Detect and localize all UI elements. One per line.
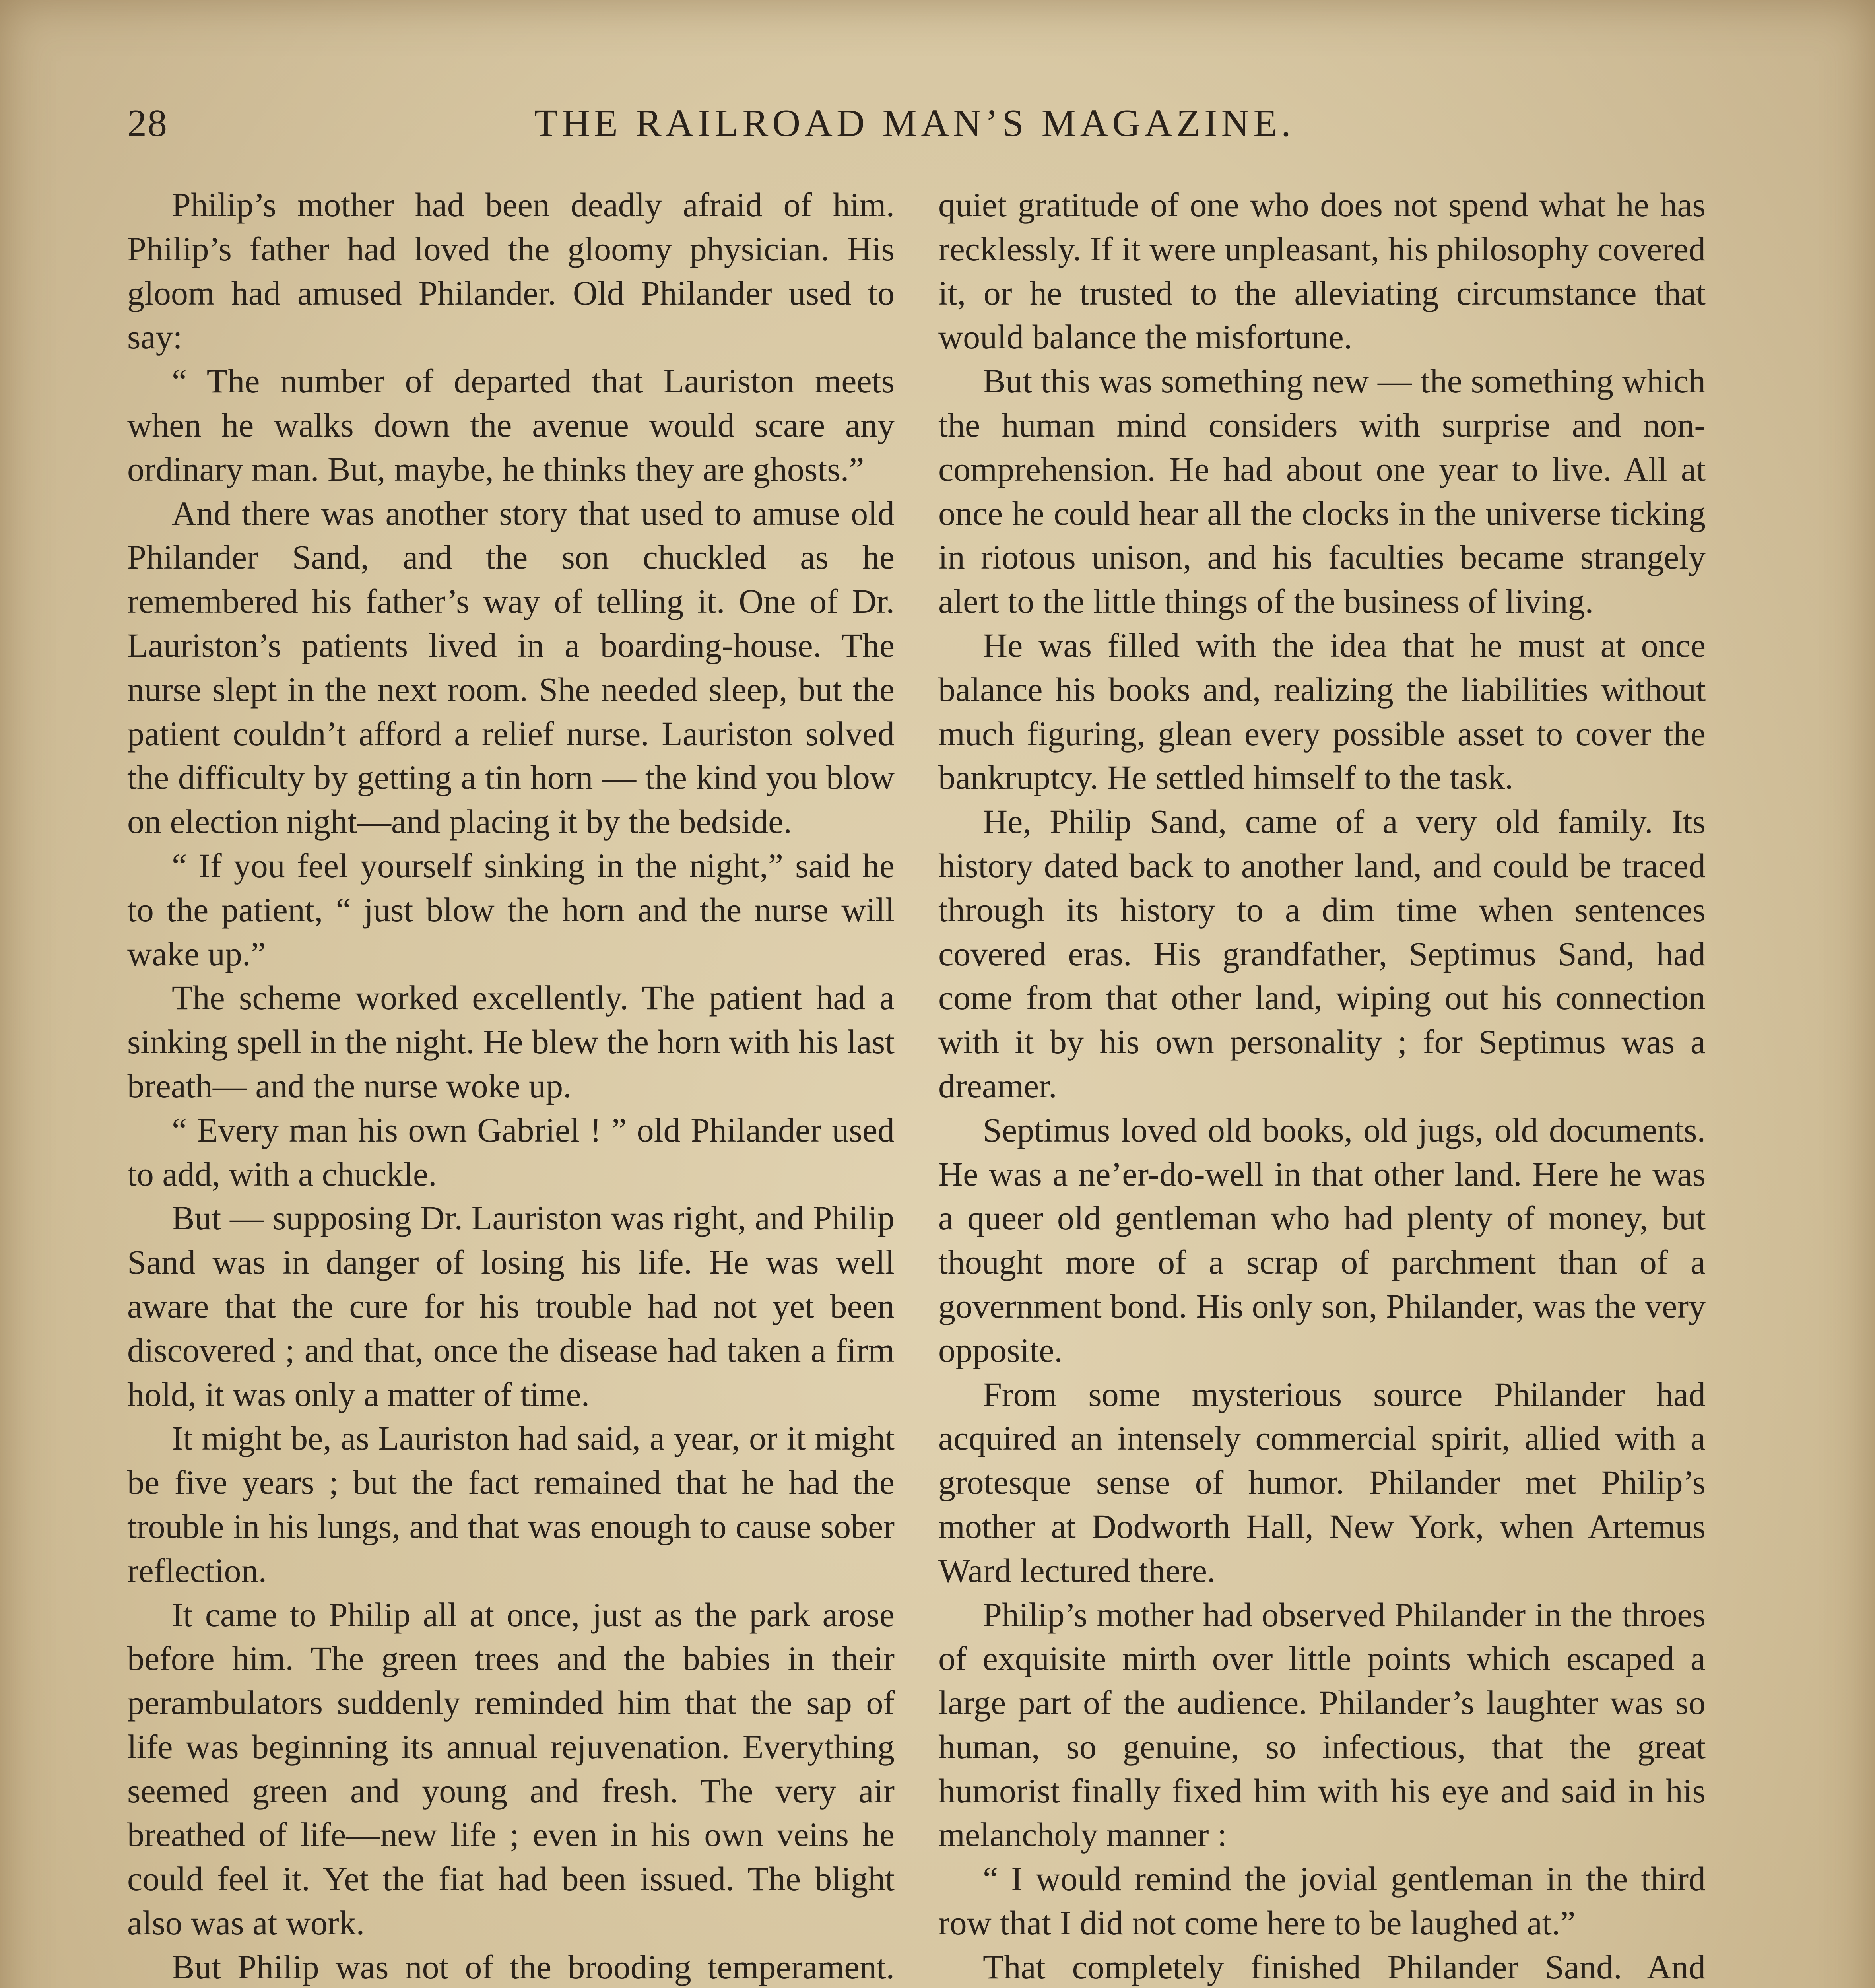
paragraph: Philip’s mother had been deadly afraid of him. Philip’s father had loved the gloomy physician. His gloom had amused Philander. Old Philander used to say: bbox=[127, 186, 895, 356]
paragraph: That completely finished Philander Sand. And bbox=[983, 1947, 1706, 1986]
paragraph: From some mysterious source Philander had acquired an intensely commercial spirit, allied with a grotesque sense of humor. Philander met Philip’s mother at Dodworth Hall, New York, when Artemus Ward lectured there. bbox=[938, 1375, 1706, 1590]
paragraph: “ Every man his own Gabriel ! ” old Philander used to add, with a chuckle. bbox=[127, 1110, 895, 1193]
paragraph: But Philip was not of the brooding temperament. bbox=[172, 1947, 895, 1986]
paragraph: quiet gratitude of one who does not spend what he has recklessly. If it were unpleasant, his philosophy covered it, or he trusted to the alleviating circumstance that would balance the misfortune. bbox=[938, 186, 1706, 356]
paragraph: He was filled with the idea that he must at once balance his books and, realizing the liabilities without much figuring, glean every possible asset to cover the bankruptcy. He settled himself to the task. bbox=[938, 626, 1706, 797]
paragraph: It might be, as Lauriston had said, a year, or it might be five years ; but the fact remained that he had the trouble in his lungs, and that was enough to cause sober reflection. bbox=[127, 1419, 895, 1590]
running-title: THE RAILROAD MAN’S MAGAZINE. bbox=[534, 102, 1295, 145]
paragraph: “ The number of departed that Lauriston meets when he walks down the avenue would scare any ordinary man. But, maybe, he thinks they are ghosts.” bbox=[127, 362, 895, 488]
page-header bbox=[127, 95, 1702, 151]
paragraph: He, Philip Sand, came of a very old family. Its history dated back to another land, and could be traced through its history to a dim time when sentences covered eras. His grandfather, Septimus Sand, had come from that other land, wiping out his connection with it by his own personality ; for Septimus was a dreamer. bbox=[938, 802, 1706, 1105]
paragraph: The scheme worked excellently. The patient had a sinking spell in the night. He blew the horn with his last breath— and the nurse woke up. bbox=[127, 978, 895, 1105]
paragraph: But — supposing Dr. Lauriston was right, and Philip Sand was in danger of losing his life. He was well aware that the cure for his trouble had not yet been discovered ; and that, once the disease had taken a firm hold, it was only a matter of time. bbox=[127, 1199, 895, 1413]
text-column-left bbox=[127, 183, 895, 1988]
paragraph: Philip’s mother had observed Philander in the throes of exquisite mirth over little points which escaped a large part of the audience. Philander’s laughter was so human, so genuine, so infectious, that the great humorist finally fixed him with his eye and said in his melancholy manner : bbox=[938, 1595, 1706, 1854]
paragraph: It came to Philip all at once, just as the park arose before him. The green trees and the babies in their perambulators suddenly reminded him that the sap of life was beginning its annual rejuvenation. Everything seemed green and young and fresh. The very air breathed of life—new life ; even in his own veins he could feel it. Yet the fiat had been issued. The blight also was at work. bbox=[127, 1595, 895, 1942]
page-number: 28 bbox=[127, 102, 168, 145]
paragraph: Septimus loved old books, old jugs, old documents. He was a ne’er-do-well in that other land. Here he was a queer old gentleman who had plenty of money, but thought more of a scrap of parchment than of a government bond. His only son, Philander, was the very opposite. bbox=[938, 1110, 1706, 1369]
paragraph: But this was something new — the something which the human mind considers with surprise and non-comprehension. He had about one year to live. All at once he could hear all the clocks in the universe ticking in riotous unison, and his faculties became strangely alert to the little things of the business of living. bbox=[938, 362, 1706, 621]
text-column-right bbox=[938, 183, 1706, 1988]
paragraph: “ I would remind the jovial gentleman in the third row that I did not come here to be laughed at.” bbox=[938, 1860, 1706, 1942]
paragraph: “ If you feel yourself sinking in the night,” said he to the patient, “ just blow the horn and the nurse will wake up.” bbox=[127, 846, 895, 973]
paragraph: And there was another story that used to amuse old Philander Sand, and the son chuckled as he remembered his father’s way of telling it. One of Dr. Lauriston’s patients lived in a boarding-house. The nurse slept in the next room. She needed sleep, but the patient couldn’t afford a relief nurse. Lauriston solved the difficulty by getting a tin horn — the kind you blow on election night—and placing it by the bedside. bbox=[127, 494, 895, 841]
